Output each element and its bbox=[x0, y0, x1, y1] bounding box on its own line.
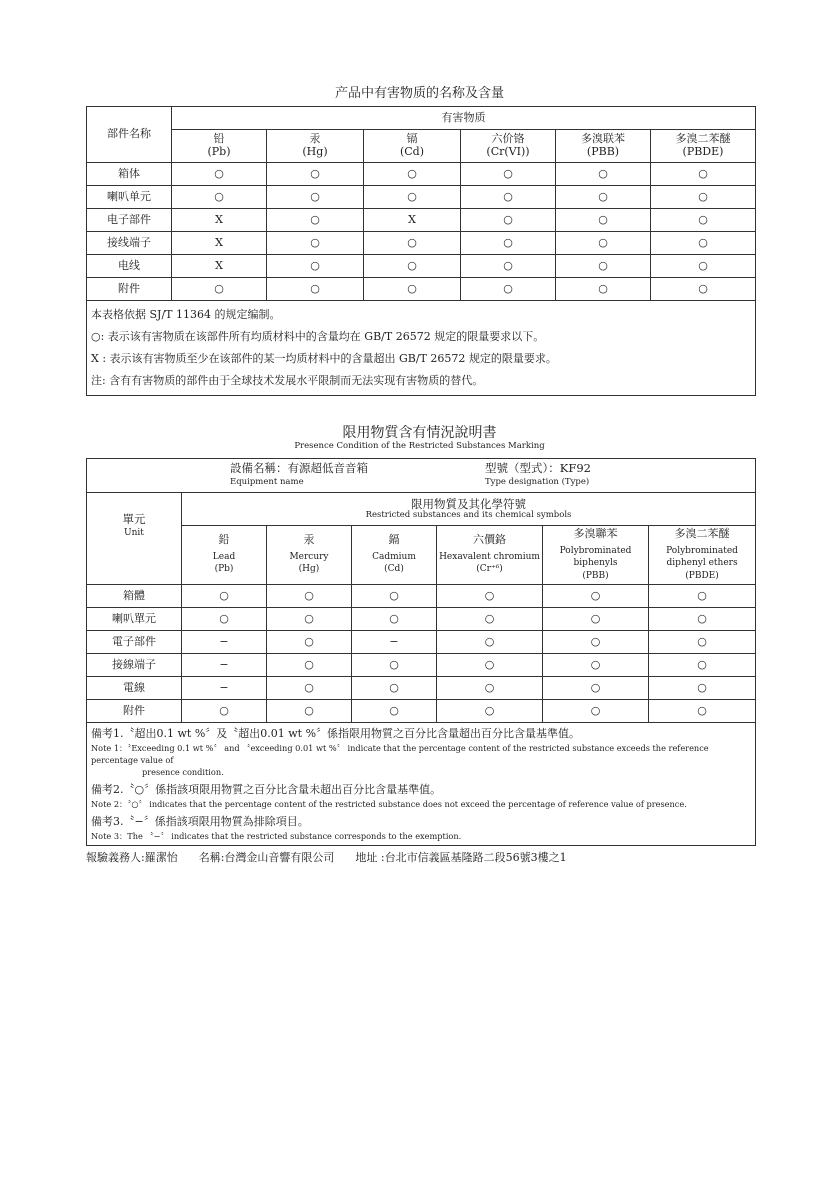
substance-symbol: (Hg) bbox=[302, 145, 328, 158]
substance-value-cell: ○ bbox=[556, 163, 651, 186]
unit-header bbox=[87, 493, 182, 585]
substance-value-cell: ○ bbox=[182, 585, 267, 608]
substance-value-cell: − bbox=[182, 631, 267, 654]
substance-name-en: Polybrominated bbox=[666, 545, 738, 556]
table-row bbox=[87, 608, 756, 631]
restricted-substances-header-en: Restricted substances and its chemical symbols bbox=[365, 509, 572, 520]
part-name-cell: 附件 bbox=[87, 278, 172, 301]
part-name-cell: 电线 bbox=[87, 255, 172, 278]
substance-value-cell: − bbox=[352, 631, 437, 654]
table-row bbox=[87, 654, 756, 677]
substance-value-cell: ○ bbox=[352, 654, 437, 677]
substance-name-en: Lead bbox=[212, 551, 236, 562]
note1-en-line1: Note 1：〝Exceeding 0.1 wt %〞 and 〝exceeding 0.01 wt %〞 indicate that the percentage content of the restricted substance exceeds the reference percentage value of bbox=[91, 743, 709, 765]
substance-value-cell: ○ bbox=[543, 654, 649, 677]
substance-symbol: (PBB) bbox=[586, 145, 620, 158]
substance-symbol: (PBDE) bbox=[682, 145, 724, 158]
substance-value-cell: ○ bbox=[651, 209, 756, 232]
restricted-substances-header bbox=[182, 493, 756, 526]
table-row bbox=[87, 278, 756, 301]
note3-zh: 備考3.〝−〞係指該項限用物質為排除項目。 bbox=[91, 815, 309, 828]
substance-column-header bbox=[182, 526, 267, 585]
hazardous-substances-table-simplified bbox=[86, 106, 756, 396]
substance-value-cell: ○ bbox=[267, 163, 364, 186]
note1-zh: 備考1.〝超出0.1 wt %〞及〝超出0.01 wt %〞係指限用物質之百分比含量超出百分比含量基準值。 bbox=[91, 727, 581, 740]
substance-value-cell: ○ bbox=[364, 163, 461, 186]
equipment-name: 設備名稱：有源超低音音箱 bbox=[230, 461, 368, 475]
substance-name: 六价铬 bbox=[491, 132, 525, 146]
substance-name-en: Mercury bbox=[289, 551, 329, 562]
substance-name: 多溴联苯 bbox=[581, 132, 625, 146]
table-row bbox=[87, 163, 756, 186]
table-row bbox=[87, 585, 756, 608]
substance-value-cell: ○ bbox=[556, 209, 651, 232]
substance-name: 鎘 bbox=[388, 533, 400, 547]
substance-value-cell: ○ bbox=[172, 186, 267, 209]
substance-name: 铅 bbox=[213, 132, 225, 146]
substance-value-cell: ○ bbox=[651, 232, 756, 255]
substance-symbol: (Pb) bbox=[214, 564, 234, 575]
substance-value-cell: ○ bbox=[267, 278, 364, 301]
table1-note: 注: 含有有害物质的部件由于全球技术发展水平限制而无法实现有害物质的替代。 bbox=[91, 374, 484, 387]
substance-value-cell: X bbox=[172, 255, 267, 278]
substance-value-cell: ○ bbox=[649, 608, 756, 631]
substance-value-cell: ○ bbox=[364, 232, 461, 255]
substance-value-cell: ○ bbox=[556, 232, 651, 255]
substance-value-cell: − bbox=[182, 677, 267, 700]
table2-subtitle: Presence Condition of the Restricted Substances Marking bbox=[294, 441, 545, 451]
type-designation-en: Type designation (Type) bbox=[485, 477, 590, 488]
substance-column-header bbox=[267, 526, 352, 585]
table-row bbox=[87, 232, 756, 255]
footer-address: 地址 :台北市信義區基隆路二段56號3樓之1 bbox=[355, 851, 567, 864]
substance-value-cell: ○ bbox=[649, 654, 756, 677]
substance-value-cell: ○ bbox=[437, 631, 543, 654]
substance-value-cell: ○ bbox=[182, 608, 267, 631]
substance-value-cell: ○ bbox=[651, 186, 756, 209]
substance-column-header bbox=[364, 130, 461, 163]
substance-name: 多溴聯苯 bbox=[573, 527, 618, 540]
substance-value-cell: ○ bbox=[649, 677, 756, 700]
substance-symbol: (Cr(VI)) bbox=[486, 145, 530, 158]
substance-value-cell: ○ bbox=[437, 654, 543, 677]
part-name-cell: 電子部件 bbox=[87, 631, 182, 654]
part-name-cell: 接線端子 bbox=[87, 654, 182, 677]
substance-value-cell: X bbox=[172, 209, 267, 232]
substance-value-cell: ○ bbox=[461, 255, 556, 278]
table1-notes bbox=[87, 301, 756, 396]
substance-symbol: (Pb) bbox=[207, 145, 231, 158]
table1-note: ○: 表示该有害物质在该部件所有均质材料中的含量均在 GB/T 26572 规定的限量要求以下。 bbox=[91, 330, 545, 343]
hazardous-substance-header: 有害物质 bbox=[172, 107, 756, 130]
substance-value-cell: ○ bbox=[267, 654, 352, 677]
substance-value-cell: ○ bbox=[364, 186, 461, 209]
substance-symbol: (Cd) bbox=[399, 145, 425, 158]
substance-value-cell: ○ bbox=[437, 608, 543, 631]
substance-value-cell: ○ bbox=[437, 677, 543, 700]
substance-column-header bbox=[556, 130, 651, 163]
part-name-cell: 電線 bbox=[87, 677, 182, 700]
substance-value-cell: ○ bbox=[172, 278, 267, 301]
substance-column-header bbox=[651, 130, 756, 163]
substance-value-cell: ○ bbox=[543, 700, 649, 723]
substance-value-cell: ○ bbox=[267, 255, 364, 278]
substance-symbol: (PBB) bbox=[582, 570, 609, 581]
substance-name: 镉 bbox=[406, 132, 418, 146]
substance-value-cell: ○ bbox=[543, 631, 649, 654]
table-row bbox=[87, 186, 756, 209]
unit-header-en: Unit bbox=[124, 527, 144, 538]
footer-company: 名稱:台灣金山音響有限公司 bbox=[198, 851, 335, 864]
substance-symbol: (Cr⁺⁶) bbox=[476, 564, 503, 575]
substance-value-cell: ○ bbox=[364, 255, 461, 278]
substance-value-cell: ○ bbox=[651, 255, 756, 278]
substance-value-cell: X bbox=[364, 209, 461, 232]
substance-value-cell: ○ bbox=[556, 278, 651, 301]
substance-symbol: (PBDE) bbox=[685, 570, 719, 581]
substance-value-cell: ○ bbox=[437, 700, 543, 723]
substance-value-cell: ○ bbox=[556, 255, 651, 278]
substance-value-cell: ○ bbox=[543, 608, 649, 631]
substance-value-cell: ○ bbox=[649, 585, 756, 608]
substance-value-cell: ○ bbox=[267, 186, 364, 209]
part-name-cell: 喇叭單元 bbox=[87, 608, 182, 631]
substance-symbol: (Hg) bbox=[298, 564, 320, 575]
substance-name-en2: diphenyl ethers bbox=[666, 558, 738, 568]
substance-name-en: Polybrominated bbox=[559, 545, 632, 556]
table-row bbox=[87, 631, 756, 654]
footer-reporter: 報驗義務人:羅潔怡 bbox=[86, 851, 178, 864]
substance-column-header bbox=[267, 130, 364, 163]
substance-value-cell: − bbox=[182, 654, 267, 677]
type-designation: 型號（型式）：KF92 bbox=[485, 461, 591, 475]
substance-column-header bbox=[543, 526, 649, 585]
table-row bbox=[87, 677, 756, 700]
substance-value-cell: ○ bbox=[556, 186, 651, 209]
unit-header-zh: 單元 bbox=[122, 511, 146, 526]
substance-value-cell: ○ bbox=[651, 163, 756, 186]
part-name-cell: 喇叭单元 bbox=[87, 186, 172, 209]
substance-name: 六價鉻 bbox=[473, 533, 506, 547]
substance-value-cell: ○ bbox=[267, 608, 352, 631]
table-row bbox=[87, 209, 756, 232]
substance-value-cell: ○ bbox=[461, 278, 556, 301]
part-name-cell: 接线端子 bbox=[87, 232, 172, 255]
part-name-cell: 附件 bbox=[87, 700, 182, 723]
table1-note: X : 表示该有害物质至少在该部件的某一均质材料中的含量超出 GB/T 26572 规定的限量要求。 bbox=[91, 352, 557, 365]
substance-name: 多溴二苯醚 bbox=[675, 132, 731, 146]
table1-note: 本表格依据 SJ/T 11364 的规定编制。 bbox=[91, 308, 281, 321]
substance-value-cell: ○ bbox=[352, 677, 437, 700]
substance-value-cell: ○ bbox=[267, 209, 364, 232]
substance-value-cell: ○ bbox=[461, 163, 556, 186]
note2-en: Note 2：〝○〞 indicates that the percentage content of the restricted substance does not exceed the percentage of reference value of presence. bbox=[91, 799, 687, 809]
substance-value-cell: ○ bbox=[352, 608, 437, 631]
note3-en: Note 3：The 〝−〞 indicates that the restricted substance corresponds to the exemption. bbox=[91, 831, 462, 841]
substance-value-cell: ○ bbox=[267, 232, 364, 255]
substance-value-cell: X bbox=[172, 232, 267, 255]
substance-value-cell: ○ bbox=[651, 278, 756, 301]
substance-value-cell: ○ bbox=[543, 677, 649, 700]
substance-column-header bbox=[172, 130, 267, 163]
equipment-name-en: Equipment name bbox=[230, 477, 304, 488]
substance-name-en2: biphenyls bbox=[573, 558, 618, 568]
substance-value-cell: ○ bbox=[352, 585, 437, 608]
restricted-substances-header-zh: 限用物質及其化學符號 bbox=[411, 496, 526, 511]
substance-value-cell: ○ bbox=[182, 700, 267, 723]
substance-name: 多溴二苯醚 bbox=[674, 527, 730, 540]
substance-name: 鉛 bbox=[218, 533, 230, 547]
substance-value-cell: ○ bbox=[352, 700, 437, 723]
substance-value-cell: ○ bbox=[437, 585, 543, 608]
substance-name-en: Hexavalent chromium bbox=[439, 551, 540, 562]
substance-value-cell: ○ bbox=[267, 631, 352, 654]
substance-value-cell: ○ bbox=[649, 631, 756, 654]
part-name-cell: 箱体 bbox=[87, 163, 172, 186]
table2-notes bbox=[87, 723, 756, 846]
substance-column-header bbox=[437, 526, 543, 585]
substance-value-cell: ○ bbox=[267, 700, 352, 723]
substance-value-cell: ○ bbox=[267, 677, 352, 700]
substance-value-cell: ○ bbox=[543, 585, 649, 608]
table-row bbox=[87, 700, 756, 723]
table2-title: 限用物質含有情況說明書 bbox=[342, 425, 497, 441]
equipment-info-row bbox=[87, 459, 756, 493]
part-name-cell: 电子部件 bbox=[87, 209, 172, 232]
substance-value-cell: ○ bbox=[172, 163, 267, 186]
part-name-cell: 箱體 bbox=[87, 585, 182, 608]
substance-value-cell: ○ bbox=[461, 186, 556, 209]
substance-column-header bbox=[461, 130, 556, 163]
substance-name: 汞 bbox=[303, 533, 315, 547]
substance-value-cell: ○ bbox=[267, 585, 352, 608]
substance-column-header bbox=[352, 526, 437, 585]
substance-value-cell: ○ bbox=[461, 209, 556, 232]
substance-value-cell: ○ bbox=[649, 700, 756, 723]
substance-value-cell: ○ bbox=[364, 278, 461, 301]
restricted-substances-table-traditional bbox=[86, 458, 756, 846]
substance-column-header bbox=[649, 526, 756, 585]
substance-name-en: Cadmium bbox=[372, 551, 416, 562]
table-row bbox=[87, 255, 756, 278]
footer bbox=[86, 849, 567, 865]
part-name-header: 部件名称 bbox=[87, 107, 172, 163]
note2-zh: 備考2.〝○〞係指該項限用物質之百分比含量未超出百分比含量基準值。 bbox=[91, 783, 442, 796]
substance-value-cell: ○ bbox=[461, 232, 556, 255]
note1-en-line2: presence condition. bbox=[142, 767, 224, 777]
table1-title: 产品中有害物质的名称及含量 bbox=[334, 86, 504, 101]
note1-en bbox=[91, 742, 751, 778]
substance-symbol: (Cd) bbox=[384, 564, 404, 575]
substance-name: 汞 bbox=[309, 132, 321, 146]
